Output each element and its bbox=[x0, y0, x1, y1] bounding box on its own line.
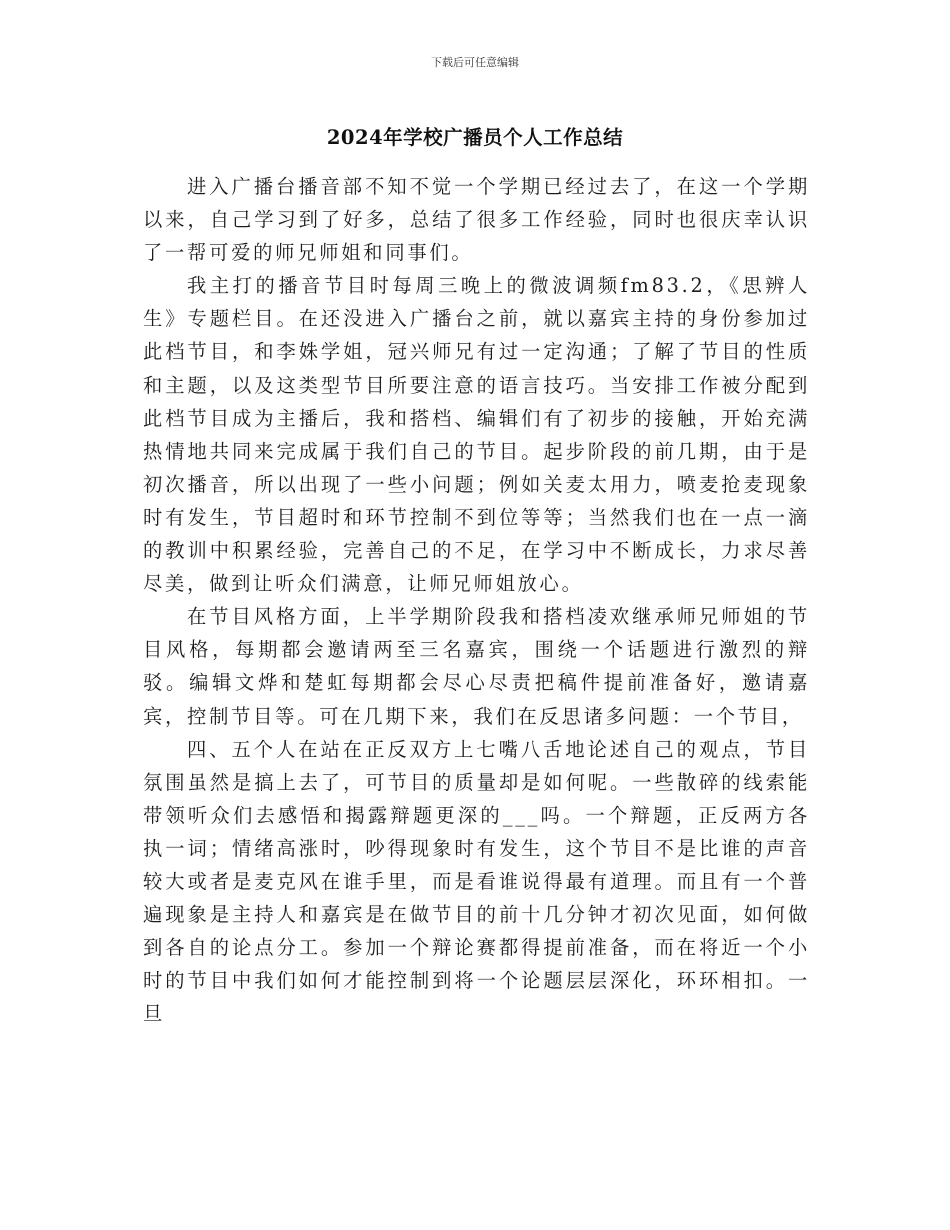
page-header-note: 下载后可任意编辑 bbox=[431, 56, 519, 69]
paragraph-reflection: 四、五个人在站在正反双方上七嘴八舌地论述自己的观点，节目氛围虽然是搞上去了，可节目的质量却是如何呢。一些散碎的线索能带领听众们去感悟和揭露辩题更深的___吗。一个辩题，正反两方各执一词；情绪高涨时，吵得现象时有发生，这个节目不是比谁的声音较大或者是麦克风在谁手里，而是看谁说得最有道理。而且有一个普遍现象是主持人和嘉宾是在做节目的前十几分钟才初次见面，如何做到各自的论点分工。参加一个辩论赛都得提前准备，而在将近一个小时的节目中我们如何才能控制到将一个论题层层深化，环环相扣。一旦 bbox=[143, 737, 810, 1026]
paragraph-intro: 进入广播台播音部不知不觉一个学期已经过去了，在这一个学期以来，自己学习到了好多，总结了很多工作经验，同时也很庆幸认识了一帮可爱的师兄师姐和同事们。 bbox=[143, 175, 810, 265]
paragraph-style: 在节目风格方面，上半学期阶段我和搭档凌欢继承师兄师姐的节目风格，每期都会邀请两至三名嘉宾，围绕一个话题进行激烈的辩驳。编辑文烨和楚虹每期都会尽心尽责把稿件提前准备好，邀请嘉宾，控制节目等。可在几期下来，我们在反思诸多问题：一个节目， bbox=[143, 605, 810, 728]
paragraph-program: 我主打的播音节目时每周三晚上的微波调频fm83.2，《思辨人生》专题栏目。在还没进入广播台之前，就以嘉宾主持的身份参加过此档节目，和李姝学姐，冠兴师兄有过一定沟通；了解了节目的性质和主题，以及这类型节目所要注意的语言技巧。当安排工作被分配到此档节目成为主播后，我和搭档、编辑们有了初步的接触，开始充满热情地共同来完成属于我们自己的节目。起步阶段的前几期，由于是初次播音，所以出现了一些小问题；例如关麦太用力，喷麦抢麦现象时有发生，节目超时和环节控制不到位等等；当然我们也在一点一滴的教训中积累经验，完善自己的不足，在学习中不断成长，力求尽善尽美，做到让听众们满意，让师兄师姐放心。 bbox=[143, 274, 810, 596]
document-body bbox=[143, 170, 810, 1030]
document-title: 2024年学校广播员个人工作总结 bbox=[326, 126, 624, 149]
